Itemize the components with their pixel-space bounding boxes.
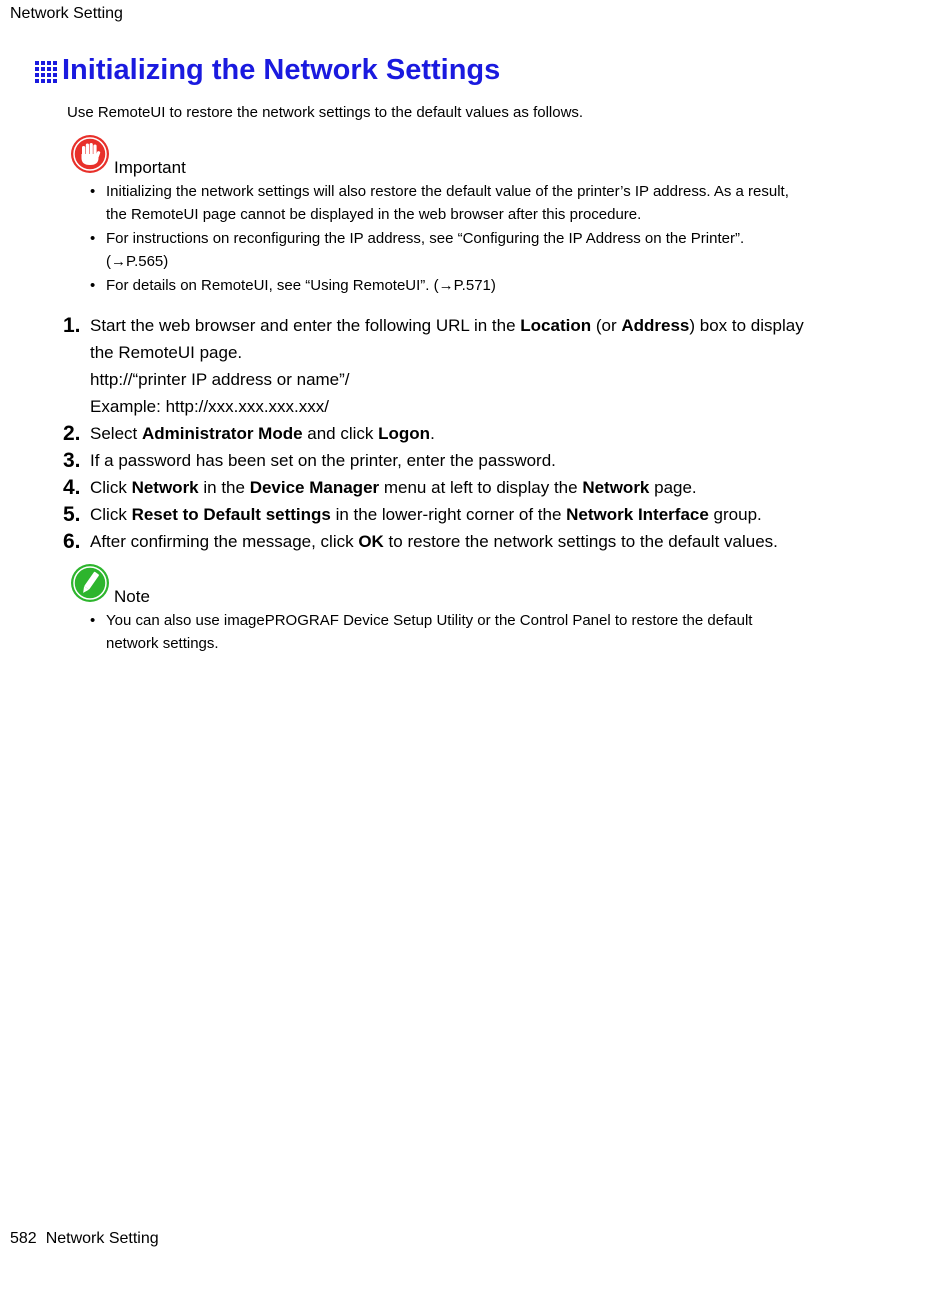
pencil-icon — [70, 563, 110, 603]
step-number: 2. — [63, 422, 81, 445]
url-pattern: http://“printer IP address or name”/ — [90, 370, 350, 389]
step-5: 5. Click Reset to Default settings in the lower-right corner of the Network Interface group. — [63, 503, 762, 526]
step-number: 4. — [63, 476, 81, 499]
running-header: Network Setting — [10, 5, 123, 22]
grid-icon — [35, 61, 57, 83]
page-number: 582 — [10, 1230, 37, 1247]
important-label: Important — [114, 158, 186, 177]
step-3: 3. If a password has been set on the printer, enter the password. — [63, 449, 556, 472]
important-list — [70, 180, 850, 297]
list-item: • You can also use imagePROGRAF Device Setup Utility or the Control Panel to restore the default network settings. — [70, 609, 850, 655]
note-list — [70, 609, 850, 655]
step-number: 1. — [63, 314, 81, 337]
url-example: Example: http://xxx.xxx.xxx.xxx/ — [90, 397, 330, 416]
page-title: Initializing the Network Settings — [62, 54, 501, 86]
note-callout — [70, 563, 850, 656]
step-number: 5. — [63, 503, 81, 526]
footer-section-name: Network Setting — [45, 1230, 159, 1247]
list-item: • For instructions on reconfiguring the IP address, see “Configuring the IP Address on the Printer”. (→P.565) — [70, 227, 850, 273]
note-label: Note — [114, 587, 150, 606]
section-heading — [35, 54, 500, 87]
list-item: • For details on RemoteUI, see “Using RemoteUI”. (→P.571) — [70, 274, 850, 297]
step-number: 6. — [63, 530, 81, 553]
intro-text: Use RemoteUI to restore the network settings to the default values as follows. — [67, 104, 584, 121]
important-callout — [70, 134, 850, 298]
procedure-steps — [63, 312, 863, 555]
list-item: • Initializing the network settings will also restore the default value of the printer’s IP address. As a result, the RemoteUI page cannot be displayed in the web browser after this procedure. — [70, 180, 850, 226]
step-4: 4. Click Network in the Device Manager menu at left to display the Network page. — [63, 476, 697, 499]
step-1: 1. Start the web browser and enter the following URL in the Location (or Address) box to display the RemoteUI page. http://“printer IP address or name”/ Example: http://xxx.xxx.xxx.xxx/ — [63, 312, 863, 420]
step-number: 3. — [63, 449, 81, 472]
stop-hand-icon — [70, 134, 110, 174]
step-2: 2. Select Administrator Mode and click Logon. — [63, 422, 435, 445]
page-footer — [10, 1230, 159, 1248]
step-6: 6. After confirming the message, click OK to restore the network settings to the default values. — [63, 530, 778, 553]
